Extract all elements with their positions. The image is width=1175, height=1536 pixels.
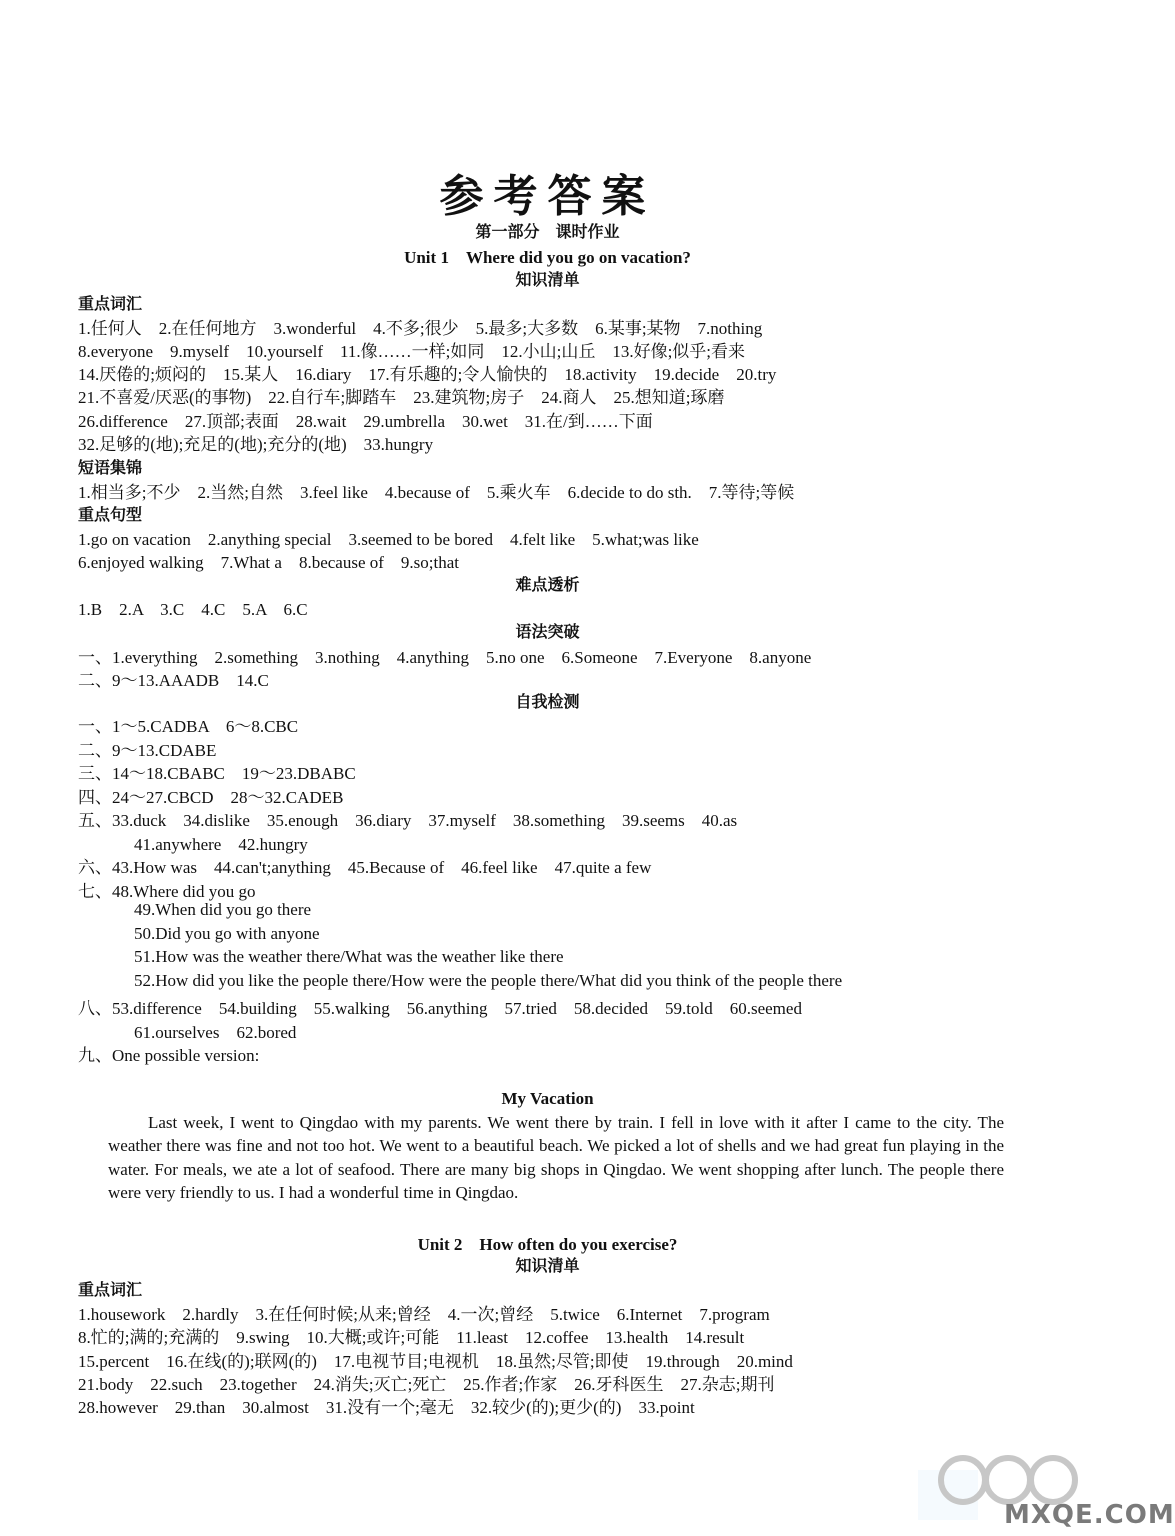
unit1-ziwo-line: 四、24～27.CBCD 28～32.CADEB bbox=[78, 788, 344, 807]
unit2-vocab-line: 21.body 22.such 23.together 24.消失;灭亡;死亡 25.作者;作家 26.牙科医生 27.杂志;期刊 bbox=[78, 1375, 775, 1394]
unit1-sentence-line: 1.go on vacation 2.anything special 3.seemed to be bored 4.felt like 5.what;was like bbox=[78, 530, 699, 549]
unit1-ziwo-line: 二、9～13.CDABE bbox=[78, 741, 217, 760]
part-heading: 第一部分 课时作业 bbox=[475, 222, 620, 241]
unit1-yufa-line: 一、1.everything 2.something 3.nothing 4.anything 5.no one 6.Someone 7.Everyone 8.anyone bbox=[78, 648, 812, 667]
unit2-vocab-line: 1.housework 2.hardly 3.在任何时候;从来;曾经 4.一次;曾经 5.twice 6.Internet 7.program bbox=[78, 1305, 770, 1324]
unit1-ziwo-line: 六、43.How was 44.can't;anything 45.Because of 46.feel like 47.quite a few bbox=[78, 858, 652, 877]
unit1-phrase-line: 1.相当多;不少 2.当然;自然 3.feel like 4.because of 5.乘火车 6.decide to do sth. 7.等待;等候 bbox=[78, 483, 795, 502]
page-title: 参考答案 bbox=[439, 171, 656, 222]
unit1-ziwo-heading: 自我检测 bbox=[515, 692, 580, 711]
unit2-zhishi-heading: 知识清单 bbox=[515, 1256, 580, 1275]
unit2-vocab-line: 28.however 29.than 30.almost 31.没有一个;毫无 32.较少(的);更少(的) 33.point bbox=[78, 1398, 695, 1417]
unit2-vocab-line: 8.忙的;满的;充满的 9.swing 10.大概;或许;可能 11.least 12.coffee 13.health 14.result bbox=[78, 1328, 745, 1347]
unit1-zhishi-heading: 知识清单 bbox=[515, 270, 580, 289]
watermark-text: MXQE.COM bbox=[1004, 1500, 1175, 1530]
unit1-vocab-line: 21.不喜爱/厌恶(的事物) 22.自行车;脚踏车 23.建筑物;房子 24.商人 25.想知道;琢磨 bbox=[78, 388, 725, 407]
unit1-ziwo-line: 五、33.duck 34.dislike 35.enough 36.diary 37.myself 38.something 39.seems 40.as bbox=[78, 811, 738, 830]
unit1-ziwo-line: 41.anywhere 42.hungry bbox=[134, 835, 308, 854]
unit1-ziwo-line: 61.ourselves 62.bored bbox=[134, 1023, 297, 1042]
unit1-nandian-heading: 难点透析 bbox=[515, 575, 580, 594]
essay-title: My Vacation bbox=[501, 1089, 594, 1108]
unit1-vocab-line: 8.everyone 9.myself 10.yourself 11.像……一样;如同 12.小山;山丘 13.好像;似乎;看来 bbox=[78, 342, 746, 361]
unit1-vocab-line: 14.厌倦的;烦闷的 15.某人 16.diary 17.有乐趣的;令人愉快的 18.activity 19.decide 20.try bbox=[78, 365, 777, 384]
unit1-ziwo-line: 八、53.difference 54.building 55.walking 56.anything 57.tried 58.decided 59.told 60.seemed bbox=[78, 999, 802, 1018]
unit1-vocab-line: 32.足够的(地);充足的(地);充分的(地) 33.hungry bbox=[78, 435, 434, 454]
unit1-ziwo-line: 51.How was the weather there/What was the weather like there bbox=[134, 947, 564, 966]
unit1-ziwo-line: 三、14～18.CBABC 19～23.DBABC bbox=[78, 764, 356, 783]
unit2-title: Unit 2 How often do you exercise? bbox=[417, 1235, 678, 1254]
unit1-sentence-line: 6.enjoyed walking 7.What a 8.because of 9.so;that bbox=[78, 553, 459, 572]
essay-body: Last week, I went to Qingdao with my parents. We went there by train. I fell in love with it after I came to the city. The weather there was fine and not too hot. We went to a beautiful beach. We picked a lot of shells and we had great fun playing in the water. For meals, we ate a lot of seafood. There are many big shops in Qingdao. We went shopping after lunch. The people there were very friendly to us. I had a wonderful time in Qingdao. bbox=[108, 1113, 1004, 1203]
unit1-ziwo-line: 一、1～5.CADBA 6～8.CBC bbox=[78, 717, 299, 736]
unit1-sentence-heading: 重点句型 bbox=[78, 505, 143, 524]
unit1-vocab-line: 1.任何人 2.在任何地方 3.wonderful 4.不多;很少 5.最多;大多数 6.某事;某物 7.nothing bbox=[78, 319, 763, 338]
unit1-title: Unit 1 Where did you go on vacation? bbox=[404, 248, 691, 267]
unit1-phrase-heading: 短语集锦 bbox=[78, 458, 143, 477]
unit2-vocab-heading: 重点词汇 bbox=[78, 1280, 143, 1299]
unit1-yufa-line: 二、9～13.AAADB 14.C bbox=[78, 671, 269, 690]
unit1-ziwo-line: 七、48.Where did you go bbox=[78, 882, 256, 901]
unit1-vocab-heading: 重点词汇 bbox=[78, 294, 143, 313]
unit1-ziwo-line: 52.How did you like the people there/How were the people there/What did you think of the people there bbox=[134, 971, 843, 990]
unit1-vocab-line: 26.difference 27.顶部;表面 28.wait 29.umbrella 30.wet 31.在/到……下面 bbox=[78, 412, 653, 431]
unit1-yufa-heading: 语法突破 bbox=[515, 622, 580, 641]
unit1-ziwo-line: 50.Did you go with anyone bbox=[134, 924, 320, 943]
unit1-ziwo-line: 九、One possible version: bbox=[78, 1046, 260, 1065]
unit2-vocab-line: 15.percent 16.在线(的);联网(的) 17.电视节目;电视机 18.虽然;尽管;即使 19.through 20.mind bbox=[78, 1352, 793, 1371]
unit1-ziwo-line: 49.When did you go there bbox=[134, 900, 312, 919]
unit1-nandian-answers: 1.B 2.A 3.C 4.C 5.A 6.C bbox=[78, 600, 308, 619]
